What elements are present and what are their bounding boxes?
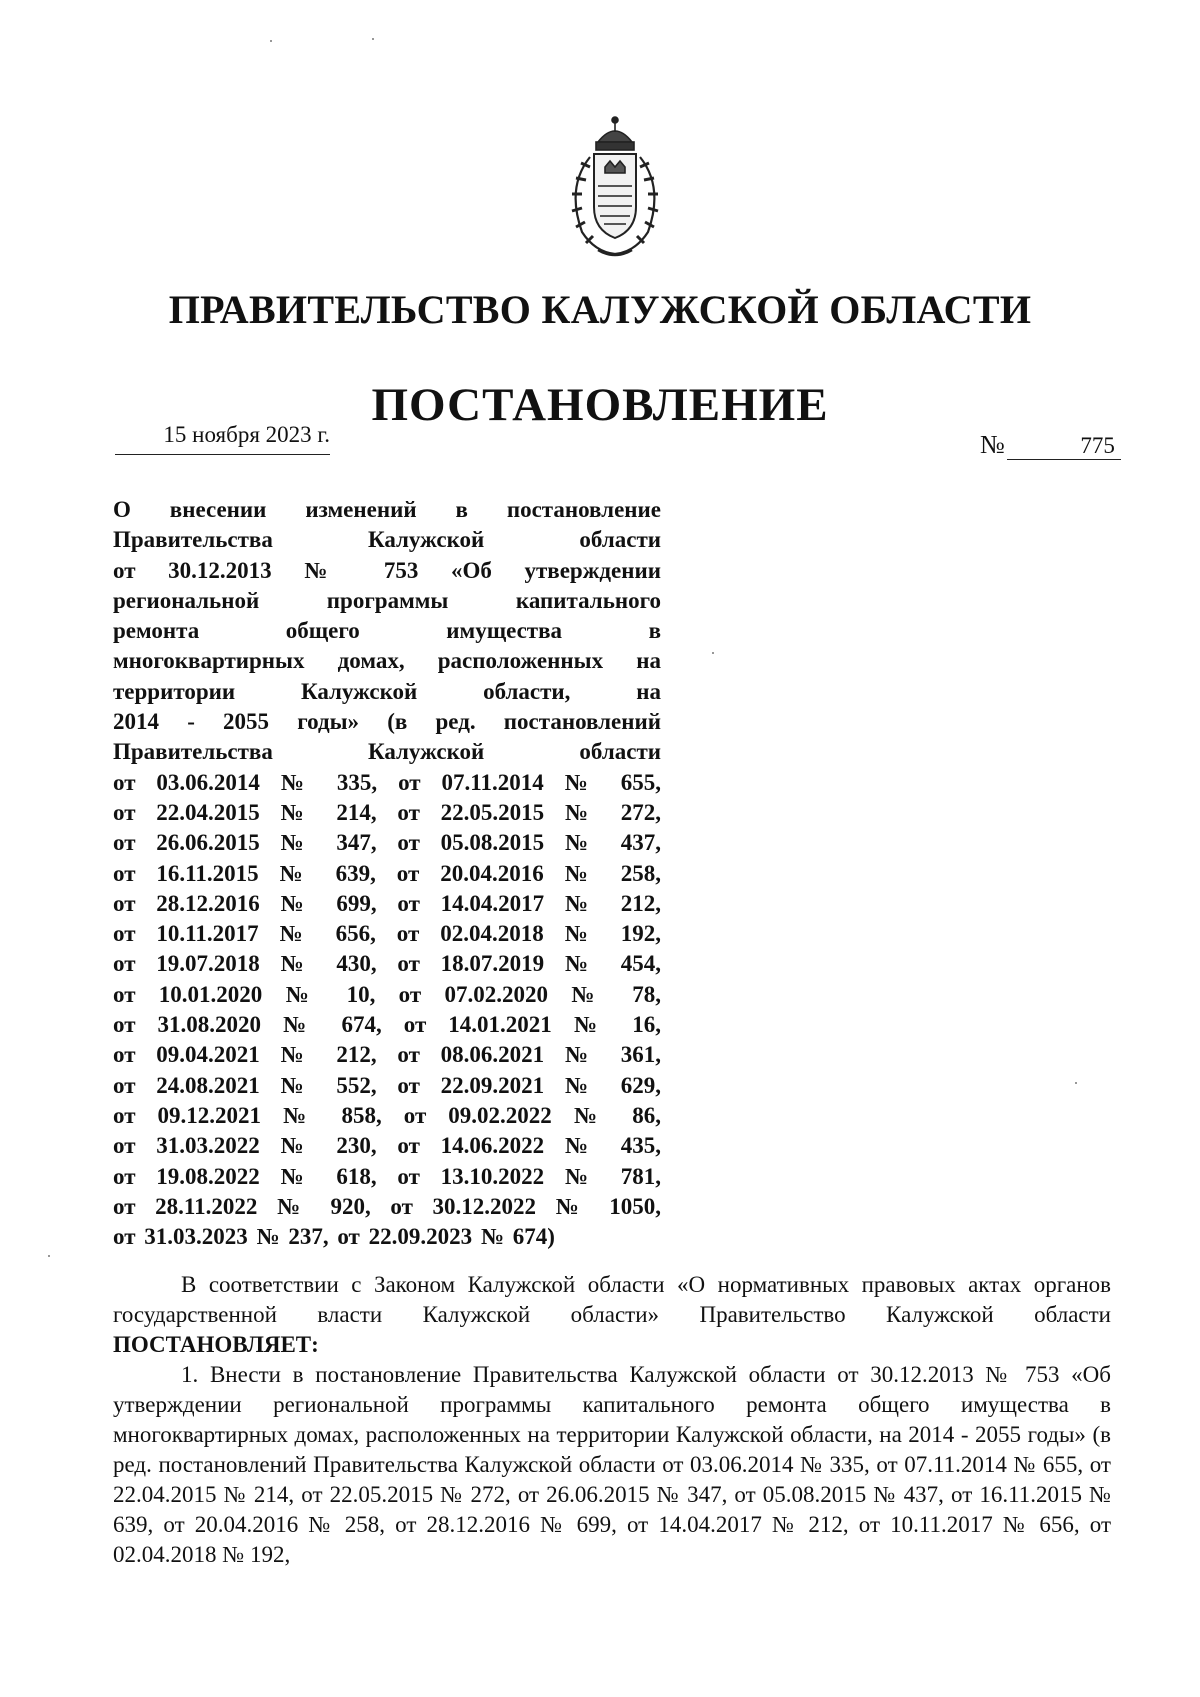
subject-line: О внесении изменений в постановление	[113, 497, 661, 522]
coat-of-arms-icon	[560, 112, 670, 262]
subject-line: от 09.12.2021 № 858, от 09.02.2022 № 86,	[113, 1102, 661, 1128]
subject-line: от 28.11.2022 № 920, от 30.12.2022 № 1050,	[113, 1193, 661, 1219]
subject-line: от 16.11.2015 № 639, от 20.04.2016 № 258,	[113, 860, 661, 886]
scan-speck	[270, 40, 272, 42]
subject-line: от 31.03.2022 № 230, от 14.06.2022 № 435,	[113, 1133, 661, 1159]
government-title: ПРАВИТЕЛЬСТВО КАЛУЖСКОЙ ОБЛАСТИ	[168, 287, 1032, 332]
subject-line: от 30.12.2013 № 753 «Об утверждении	[113, 557, 661, 583]
scan-speck	[712, 652, 714, 654]
subject-line: от 09.04.2021 № 212, от 08.06.2021 № 361,	[113, 1042, 661, 1068]
subject-line: от 24.08.2021 № 552, от 22.09.2021 № 629,	[113, 1072, 661, 1098]
document-number	[980, 430, 1121, 460]
resolves-keyword: ПОСТАНОВЛЯЕТ:	[113, 1332, 319, 1357]
coat-of-arms-emblem	[560, 112, 670, 262]
subject-line: региональной программы капитального	[113, 587, 661, 613]
subject-line: от 19.08.2022 № 618, от 13.10.2022 № 781,	[113, 1163, 661, 1189]
scan-speck	[1075, 1082, 1077, 1084]
number-label: №	[980, 430, 1005, 459]
subject-line: территории Калужской области, на	[113, 678, 661, 704]
document-type-title: ПОСТАНОВЛЕНИЕ	[371, 379, 829, 431]
subject-line: многоквартирных домах, расположенных на	[113, 648, 661, 674]
subject-line: Правительства Калужской области	[113, 739, 661, 765]
subject-line: от 10.11.2017 № 656, от 02.04.2018 № 192,	[113, 921, 661, 947]
document-subject	[113, 495, 661, 1252]
subject-line: от 19.07.2018 № 430, от 18.07.2019 № 454,	[113, 951, 661, 977]
subject-line: от 03.06.2014 № 335, от 07.11.2014 № 655,	[113, 769, 661, 795]
scan-speck	[48, 1255, 50, 1257]
subject-line: ремонта общего имущества в	[113, 618, 661, 644]
subject-line: от 31.03.2023 № 237, от 22.09.2023 № 674)	[113, 1224, 555, 1250]
number-value: 775	[1007, 433, 1121, 460]
item-1-paragraph: 1. Внести в постановление Правительства Калужской области от 30.12.2013 № 753 «Об утверждении региональной программы капитального ремонта общего имущества в многоквартирных домах, расположенных на территории Калужской области, на 2014 - 2055 годы» (в ред. постановлений Правительства Калужской области от 03.06.2014 № 335, от 07.11.2014 № 655, от 22.04.2015 № 214, от 22.05.2015 № 272, от 26.06.2015 № 347, от 05.08.2015 № 437, от 16.11.2015 № 639, от 20.04.2016 № 258, от 28.12.2016 № 699, от 14.04.2017 № 212, от 10.11.2017 № 656, от 02.04.2018 № 192,	[113, 1362, 1111, 1567]
scan-speck	[372, 38, 374, 40]
document-date: 15 ноября 2023 г.	[115, 422, 330, 455]
preamble-text: В соответствии с Законом Калужской области «О нормативных правовых актах органов государственной власти Калужской области» Правительство Калужской области	[113, 1272, 1111, 1327]
subject-line: 2014 - 2055 годы» (в ред. постановлений	[113, 709, 661, 735]
subject-line: от 10.01.2020 № 10, от 07.02.2020 № 78,	[113, 981, 661, 1007]
document-body	[113, 1270, 1111, 1570]
subject-line: от 26.06.2015 № 347, от 05.08.2015 № 437,	[113, 830, 661, 856]
preamble-paragraph	[113, 1270, 1111, 1360]
subject-line: Правительства Калужской области	[113, 527, 661, 553]
subject-line: от 31.08.2020 № 674, от 14.01.2021 № 16,	[113, 1012, 661, 1038]
subject-line: от 28.12.2016 № 699, от 14.04.2017 № 212,	[113, 890, 661, 916]
subject-line: от 22.04.2015 № 214, от 22.05.2015 № 272,	[113, 799, 661, 825]
